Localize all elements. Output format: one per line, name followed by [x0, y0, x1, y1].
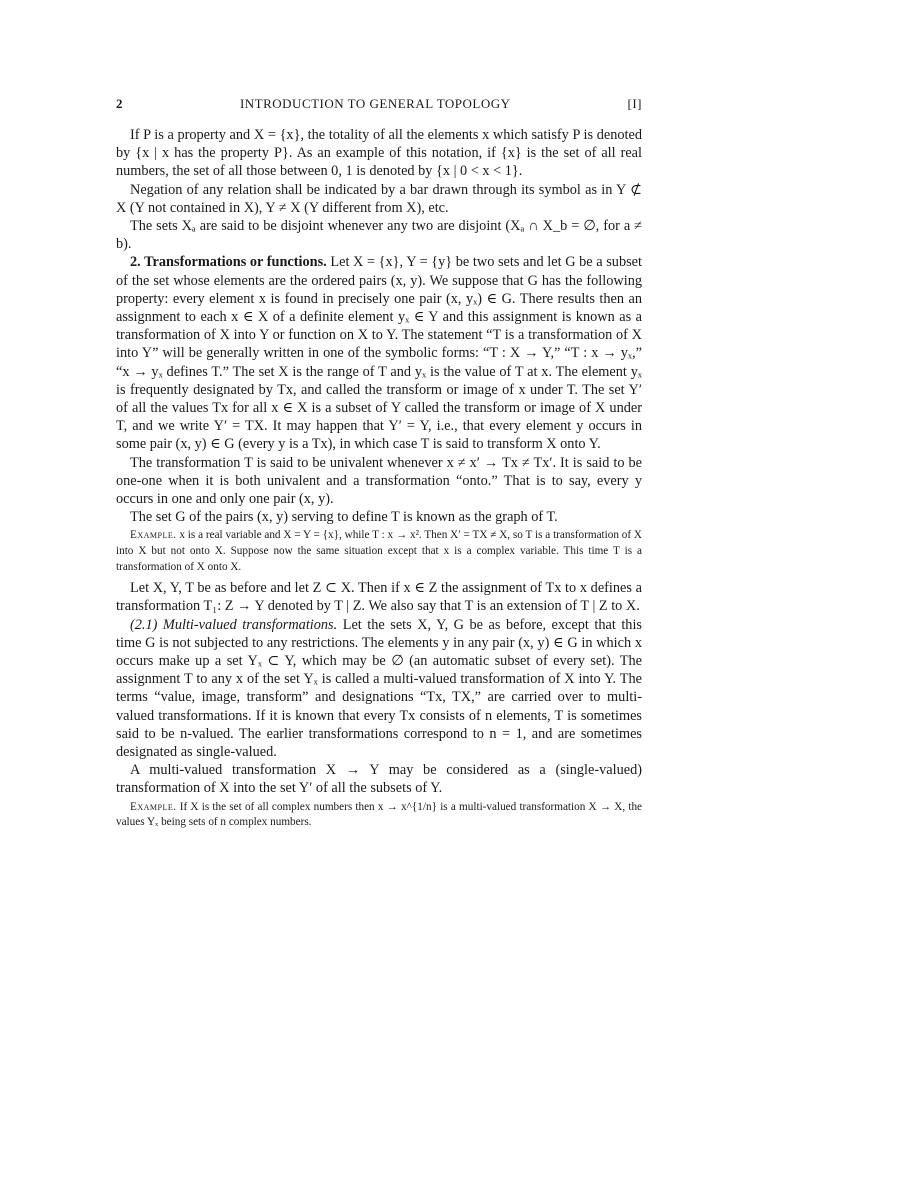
section-heading: 2. Transformations or functions. [130, 254, 327, 271]
paragraph: The set G of the pairs (x, y) serving to define T is known as the graph of T. [130, 509, 558, 526]
section-paragraph: (2.1) Multi-valued transformations. Let the sets X, Y, G be as before, except that this time G is not subjected to any restrictions. The elements y in any pair (x, y) ∈ G in which x occurs make up a set Yₓ ⊂ Y, which may be ∅ (an automatic subset of every set). The assignment T to any x of the set Yₓ is called a multi-valued transformation of X into Y. The terms “value, image, transform” and designations “Tx, TX,” are carried over to multi-valued transformations. If it is known that every Tx consists of n elements, T is sometimes said to be n-valued. The earlier transformations correspond to n = 1, and are sometimes designated as single-valued. [116, 616, 642, 761]
paragraph: Let X, Y, T be as before and let Z ⊂ X. Then if x ∈ Z the assignment of Tx to x defines a transformation T₁: Z → Y denoted by T | Z. We also say that T is an extension of T | Z to X. [116, 580, 642, 615]
document-page [116, 96, 642, 835]
paragraph: The transformation T is said to be univalent whenever x ≠ x′ → Tx ≠ Tx′. It is said to be one-one when it is both univalent and a transformation “onto.” That is to say, every y occurs in one and only one pair (x, y). [116, 454, 642, 508]
paragraph: The sets Xₐ are said to be disjoint whenever any two are disjoint (Xₐ ∩ X_b = ∅, for a ≠ b). [116, 218, 642, 253]
paragraph: Negation of any relation shall be indicated by a bar drawn through its symbol as in Y ⊄ X (Y not contained in X), Y ≠ X (Y different from X), etc. [116, 181, 642, 216]
example-label: Example. [130, 529, 177, 542]
chapter-marker: [I] [627, 96, 642, 111]
paragraph: A multi-valued transformation X → Y may be considered as a (single-valued) transformation of X into the set Y′ of all the subsets of Y. [116, 762, 642, 797]
running-title: INTRODUCTION TO GENERAL TOPOLOGY [239, 96, 511, 111]
example-paragraph: Example. x is a real variable and X = Y = {x}, while T : x → x². Then X′ = TX ≠ X, so T is a transformation of X into X but not onto X. Suppose now the same situation except that x is a complex variable. This time T is a transformation of X onto X. [116, 529, 643, 573]
page-number: 2 [116, 96, 123, 111]
running-header [116, 96, 642, 112]
example-paragraph: Example. If X is the set of all complex numbers then x → x^{1/n} is a multi-valued transformation X → X, the values Yₓ being sets of n complex numbers. [116, 800, 642, 829]
section-paragraph: 2. Transformations or functions. Let X = {x}, Y = {y} be two sets and let G be a subset of the set whose elements are the ordered pairs (x, y). We suppose that G has the following property: every element x is found in precisely one pair (x, yₓ) ∈ G. There results then an assignment to each x ∈ X of a definite element yₓ ∈ Y and this assignment is known as a transformation of X into Y or function on X to Y. The statement “T is a transformation of X into Y” will be generally written in one of the symbolic forms: “T : X → Y,” “T : x → yₓ,” “x → yₓ defines T.” The set X is the range of T and yₓ is the value of T at x. The element yₓ is frequently designated by Tx, and called the transform or image of x under T. The set Y′ of all the values Tx for all x ∈ X is a subset of Y called the transform or image of X under T, and we write Y′ = TX. It may happen that Y′ = Y, i.e., that every element y occurs in some pair (x, y) ∈ G (every y is a Tx), in which case T is said to transform X onto Y. [116, 254, 642, 453]
subsection-heading: (2.1) Multi-valued transformations. [130, 616, 338, 633]
example-label: Example. [130, 800, 177, 813]
paragraph: If P is a property and X = {x}, the totality of all the elements x which satisfy P is denoted by {x | x has the property P}. As an example of this notation, if {x} is the set of all real numbers, the set of all those between 0, 1 is denoted by {x | 0 < x < 1}. [116, 127, 642, 180]
